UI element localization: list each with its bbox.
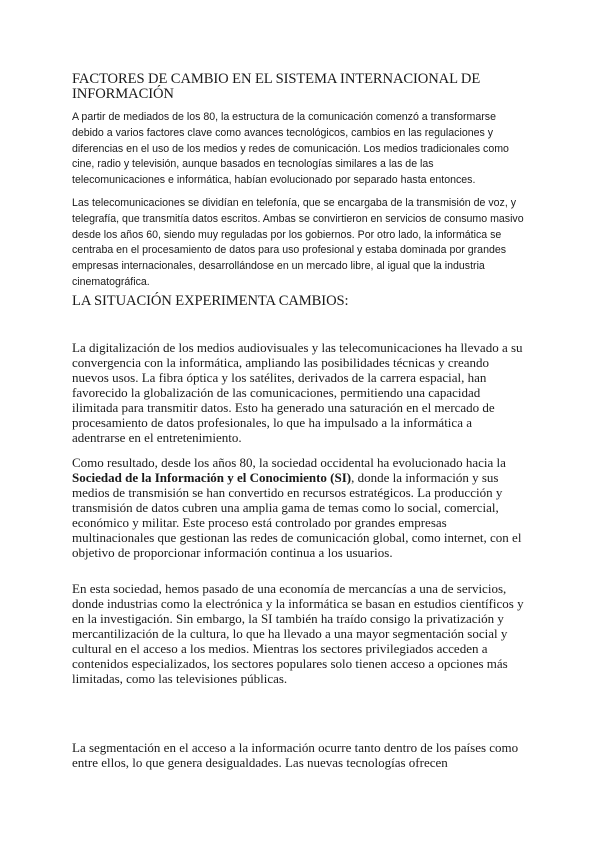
- body-paragraph-2: [72, 455, 524, 560]
- si-term: Sociedad de la Información y el Conocimiento (SI): [72, 470, 352, 485]
- section-heading: LA SITUACIÓN EXPERIMENTA CAMBIOS:: [72, 293, 349, 309]
- body-paragraph-2-intro: Como resultado, desde los años 80, la sociedad occidental ha evolucionado hacia la: [72, 455, 506, 470]
- body-paragraph-4: La segmentación en el acceso a la información ocurre tanto dentro de los países como entre ellos, lo que genera desigualdades. Las nuevas tecnologías ofrecen: [72, 740, 519, 770]
- body-paragraph-1: La digitalización de los medios audiovisuales y las telecomunicaciones ha llevado a su convergencia con la informática, ampliando las posibilidades técnicas y creando nuevos usos. La fibra óptica y los satélites, derivados de la carrera espacial, han favorecido la globalización de las comunicaciones, permitiendo una capacidad ilimitada para transmitir datos. Esto ha generado una saturación en el mercado de procesamiento de datos profesionales, lo que ha impulsado a la informática a adentrarse en el entretenimiento.: [72, 340, 523, 445]
- body-paragraph-3: En esta sociedad, hemos pasado de una economía de mercancías a una de servicios, donde industrias como la electrónica y la informática se basan en estudios científicos y en la investigación. Sin embargo, la SI también ha traído consigo la privatización y mercantilización de la cultura, lo que ha llevado a una mayor segmentación social y cultural en el acceso a los medios. Mientras los sectores privilegiados acceden a contenidos especializados, los sectores populares solo tienen acceso a opciones más limitadas, como las televisiones públicas.: [72, 581, 524, 686]
- body-paragraph-2-rest: , donde la información y sus medios de transmisión se han convertido en recursos estratégicos. La producción y transmisión de datos cubren una amplia gama de temas como lo social, comercial, económico y militar. Este proceso está controlado por grandes empresas multinacionales que gestionan las redes de comunicación global, como internet, con el objetivo de proporcionar información continua a los usuarios.: [72, 470, 522, 560]
- document-title: FACTORES DE CAMBIO EN EL SISTEMA INTERNACIONAL DE INFORMACIÓN: [72, 71, 481, 102]
- intro-paragraph-2: Las telecomunicaciones se dividían en telefonía, que se encargaba de la transmisión de voz, y telegrafía, que transmitía datos escritos. Ambas se convirtieron en servicios de consumo masivo desde los años 60, siendo muy reguladas por los gobiernos. Por otro lado, la informática se centraba en el procesamiento de datos para uso profesional y estaba dominada por grandes empresas internacionales, desarrollándose en un mercado libre, al igual que la industria cinematográfica.: [72, 197, 524, 288]
- intro-paragraph-1: A partir de mediados de los 80, la estructura de la comunicación comenzó a transformarse debido a varios factores clave como avances tecnológicos, cambios en las regulaciones y diferencias en el uso de los medios y redes de comunicación. Los medios tradicionales como cine, radio y televisión, aunque basados en tecnologías similares a las de las telecomunicaciones e informática, habían evolucionado por separado hasta entonces.: [72, 111, 509, 187]
